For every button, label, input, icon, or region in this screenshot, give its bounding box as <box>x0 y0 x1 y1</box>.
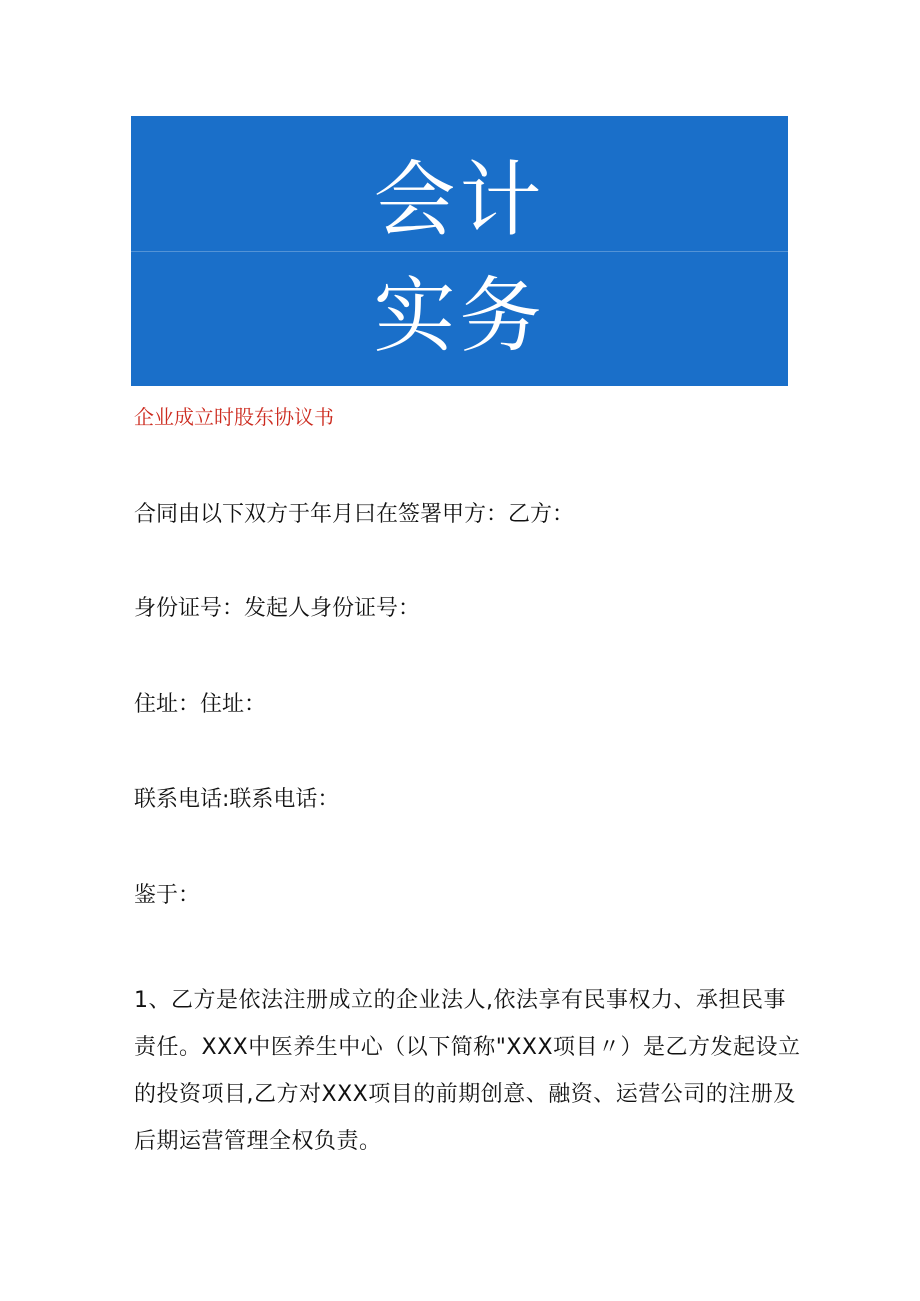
phone-line: 联系电话:联系电话： <box>134 787 340 812</box>
banner-divider <box>131 251 788 252</box>
banner-title-line1: 会计 <box>373 153 546 248</box>
header-banner <box>131 116 788 386</box>
whereas-heading: 鉴于： <box>134 883 201 908</box>
banner-title-line2: 实务 <box>373 269 546 364</box>
id-number-line: 身份证号：发起人身份证号： <box>134 596 421 621</box>
clause-1-paragraph: 1、乙方是依法注册成立的企业法人,依法享有民事权力、承担民事责任。XXX中医养生中心（以下简称"XXX项目〃）是乙方发起设立的投资项目,乙方对XXX项目的前期创意、融资、运营公司的注册及后期运营管理全权负责。 <box>134 988 801 1154</box>
document-title: 企业成立时股东协议书 <box>134 405 334 429</box>
address-line: 住址：住址： <box>134 692 267 717</box>
parties-line: 合同由以下双方于年月曰在签署甲方：乙方： <box>134 502 575 527</box>
